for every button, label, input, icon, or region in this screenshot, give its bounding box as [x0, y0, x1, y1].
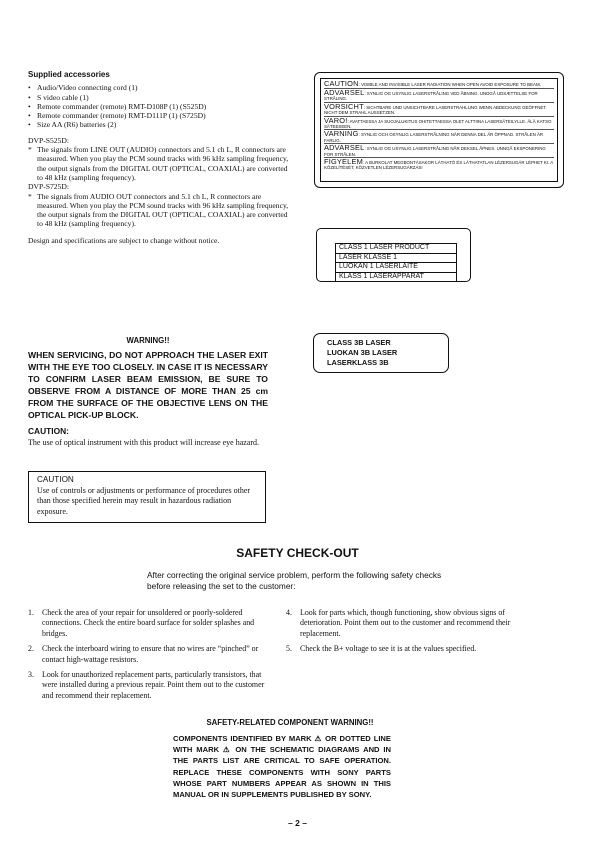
class3b-laser-label — [313, 333, 449, 373]
label-line: VORSICHT: SICHTBARE UND UNSICHTBARE LASERSTRAHLUNG WENN ABDECKUNG GEÖFFNET. NICHT DEM STRAHL AUSSETZEN. — [324, 104, 554, 117]
class1-laser-label — [316, 228, 471, 282]
caution-box-body: Use of controls or adjustments or performance of procedures other than those specified herein may result in hazardous radiation exposure. — [37, 485, 251, 516]
label-line: CAUTION: VISIBLE AND INVISIBLE LASER RADIATION WHEN OPEN AVOID EXPOSURE TO BEAM. — [324, 81, 554, 89]
list-item: • Size AA (R6) batteries (2) — [28, 120, 117, 130]
model-note-heading: DVP-S725D: — [28, 182, 69, 192]
label-line: LUOKAN 3B LASER — [327, 347, 398, 357]
list-item: • Remote commander (remote) RMT-D108P (1) (S525D) — [28, 101, 207, 111]
accessories-title: Supplied accessories — [28, 70, 110, 79]
accessories-list — [28, 83, 290, 129]
safety-related-warning-title: SAFETY-RELATED COMPONENT WARNING!! — [206, 718, 374, 727]
class1-laser-label-text — [335, 243, 457, 282]
label-line: VARO!: AVATTAESSA JA SUOJALUKITUS OHITETTAESSA OLET ALTTIINA LASERSÄTEILYLLE. ÄLÄ KATSO SÄTEESEEN. — [324, 118, 554, 131]
caution-label-text — [320, 78, 558, 182]
design-note: Design and specifications are subject to change without notice. — [28, 235, 220, 245]
page-number: – 2 – — [288, 818, 307, 828]
list-item: 5. Check the B+ voltage to see it is at the values specified. — [286, 644, 477, 654]
model-note: * The signals from LINE OUT (AUDIO) connectors and 5.1 ch L, R connectors are measured. When you play the PCM sound tracks with 96 kHz sampling frequency, the output signals from the DIGITAL OUT (OPTICAL, COAXIAL) are converted to 48 kHz (sampling frequency). — [28, 145, 289, 182]
label-line: CLASS 3B LASER — [327, 338, 391, 347]
list-item: • Audio/Video connecting cord (1) — [28, 83, 138, 93]
label-line: LASER KLASSE 1 — [336, 254, 456, 264]
label-line: LUOKAN 1 LASERLAITE — [336, 263, 456, 273]
warning-body: WHEN SERVICING, DO NOT APPROACH THE LASER EXIT WITH THE EYE TOO CLOSELY. IN CASE IT IS NECESSARY TO CONFIRM LASER BEAM EMISSION, BE SURE TO OBSERVE FROM A DISTANCE OF MORE THAN 25 cm FROM THE SURFACE OF THE OBJECTIVE LENS ON THE OPTICAL PICK-UP BLOCK. — [28, 350, 268, 420]
label-line: KLASS 1 LASERAPPARAT — [339, 272, 424, 280]
label-line: ADVARSEL: SYNLIG OG USYNLIG LASERSTRÅLING VED ÅBNING. UNDGÅ UDSÆTTELSE FOR STRÅLING. — [324, 90, 554, 103]
caution-title: CAUTION: — [28, 426, 69, 436]
label-line: ADVARSEL: SYNLIG OG USYNLIG LASERSTRÅLING NÅR DEKSEL ÅPNES. UNNGÅ EKSPONERING FOR STRÅLEN. — [324, 145, 554, 158]
model-note: * The signals from AUDIO OUT connectors and 5.1 ch L, R connectors are measured. When you play the PCM sound tracks with 96 kHz sampling frequency, the output signals from the DIGITAL OUT (OPTICAL, COAXIAL) are converted to 48 kHz (sampling frequency). — [28, 191, 289, 229]
safety-checks-left — [28, 608, 268, 706]
caution-body: The use of optical instrument with this product will increase eye hazard. — [28, 438, 260, 447]
safety-related-warning-body: COMPONENTS IDENTIFIED BY MARK ⚠ OR DOTTED LINE WITH MARK ⚠ ON THE SCHEMATIC DIAGRAMS AND IN THE PARTS LIST ARE CRITICAL TO SAFE OPERATION. REPLACE THESE COMPONENTS WITH SONY PARTS WHOSE PART NUMBERS APPEAR AS SHOWN IN THIS MANUAL OR IN SUPPLEMENTS PUBLISHED BY SONY. — [173, 734, 391, 800]
safety-checkout-intro: After correcting the original service problem, perform the following safety checks before releasing the set to the customer: — [147, 570, 442, 591]
list-item: • Remote commander (remote) RMT-D111P (1) (S725D) — [28, 111, 206, 121]
caution-box-title: CAUTION — [37, 475, 74, 484]
list-item: 1. Check the area of your repair for unsoldered or poorly-soldered connections. Check the entire board surface for solder splashes and bridges. — [28, 608, 255, 638]
caution-box — [28, 471, 266, 523]
list-item: • S video cable (1) — [28, 92, 89, 102]
accessories-section — [28, 70, 290, 245]
safety-checkout-title: SAFETY CHECK-OUT — [236, 546, 359, 560]
model-note-heading: DVP-S525D: — [28, 135, 69, 145]
label-line: VARNING: SYNLIG OCH OSYNLIG LASERSTRÅLNING NÄR DENNA DEL ÄR ÖPPNAD. STRÅLEN ÄR FARLIG. — [324, 131, 554, 144]
label-line: LASERKLASS 3B — [327, 357, 389, 367]
warning-title: WARNING!! — [126, 336, 170, 345]
safety-checks-right — [286, 608, 526, 660]
list-item: 2. Check the interboard wiring to ensure that no wires are “pinched” or contact high-wattage resistors. — [28, 644, 259, 664]
label-line: FIGYELEM: A BURKOLAT MEGBONTÁSAKOR LÁTHATÓ ÉS LÁTHATATLAN LÉZERSUGÁR LÉPHET KI. A KÖZELÍTÉSÉT, KÖZVETLEN LÉZERSUGÁRZÁS! — [324, 157, 553, 171]
list-item: 3. Look for unauthorized replacement parts, particularly transistors, that were installed during a previous repair. Point them out to the customer and recommend their replacement. — [28, 670, 265, 700]
caution-label — [314, 72, 564, 188]
label-line: CLASS 1 LASER PRODUCT — [336, 244, 456, 254]
list-item: 4. Look for parts which, though functioning, show obvious signs of deterioration. Point them out to the customer and recommend their replacement. — [286, 608, 511, 638]
